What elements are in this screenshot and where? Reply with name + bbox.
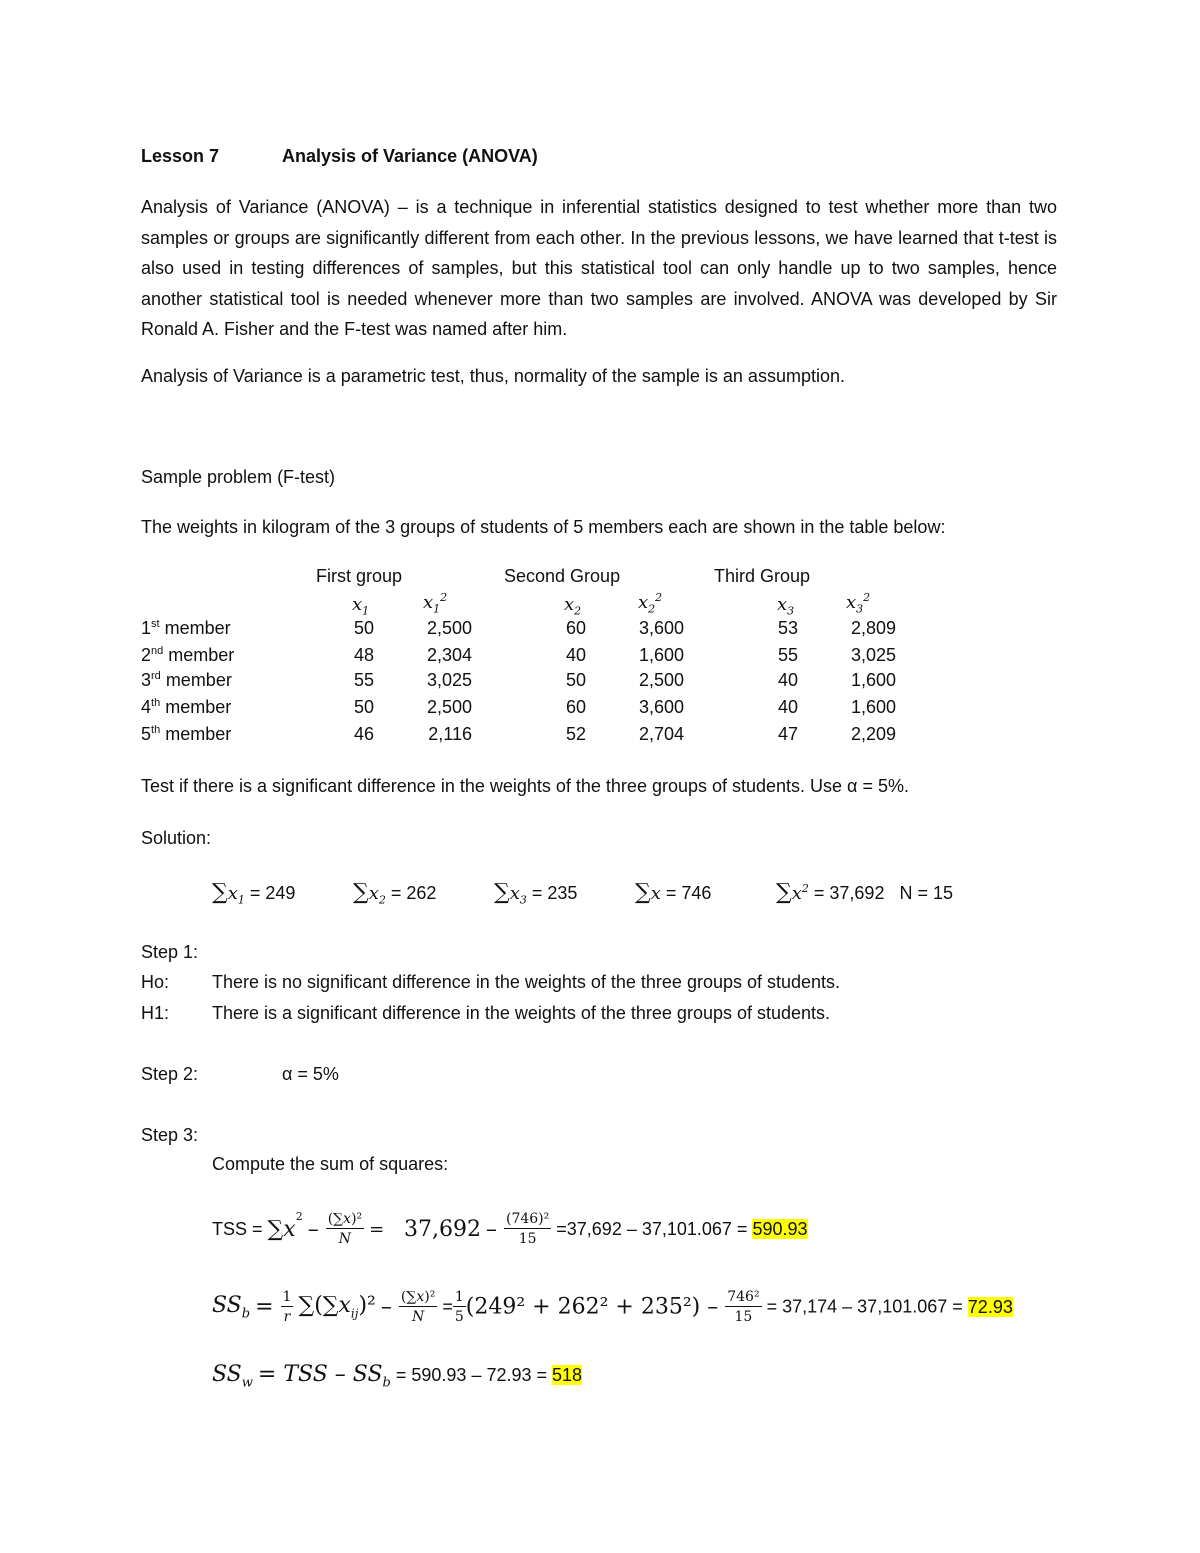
cell: 3,600 <box>638 697 684 717</box>
cell: 3,025 <box>850 645 896 665</box>
step3-label: Step 3: <box>141 1125 199 1145</box>
cell: 2,500 <box>426 697 472 717</box>
intro-paragraph-2: Analysis of Variance is a parametric test, thus, normality of the sample is an assumption. <box>141 366 845 386</box>
cell: 2,116 <box>428 724 472 744</box>
ssb-equation: $SS_b$ = $\frac{1}{r}$ $\sum(\sum x_{ij})^2$ – $\frac{\text{(∑x)²}}{N}$ = $\frac{1}{5}$ (249² + 262² + 235²) – $\frac{\text{746²}}{15}$ = 37,174 – 37,101.067 = 72.93 <box>212 1289 1013 1325</box>
cell: 46 <box>353 724 374 744</box>
cell: 1,600 <box>850 697 896 717</box>
col-x1: $x_1$ <box>352 594 370 618</box>
h1-text: There is a significant difference in the weights of the three groups of students. <box>212 1003 831 1023</box>
cell: 40 <box>565 645 586 665</box>
row-label: 4th member <box>141 697 232 717</box>
step2-label: Step 2: <box>141 1064 199 1084</box>
row-label: 3rd member <box>141 670 232 690</box>
tss-fraction: $\frac{\text{(∑x)²}}{N}$ <box>327 1211 363 1248</box>
sum-x2: $\sum x_2 = 262$ <box>353 880 437 907</box>
cell: 2,500 <box>638 670 684 690</box>
tss-equation: TSS = $\sum x^2$ – $\frac{\text{(∑x)²}}{N}$ = 37,692 – $\frac{\text{(746)²}}{15}$ =37,692 – 37,101.067 = 590.93 <box>212 1210 808 1248</box>
cell: 3,025 <box>426 670 472 690</box>
tss-result: 590.93 <box>752 1218 808 1239</box>
col-x2-squared: $x_2^2$ <box>638 591 663 616</box>
cell: 50 <box>353 618 374 638</box>
sum-x: ∑x = 746 <box>635 880 712 905</box>
cell: 52 <box>565 724 586 744</box>
tss-fraction-2: $\frac{\text{(746)²}}{15}$ <box>505 1211 550 1248</box>
sample-statement: The weights in kilogram of the 3 groups of students of 5 members each are shown in the table below: <box>141 517 946 537</box>
ho-text: There is no significant difference in the weights of the three groups of students. <box>212 972 841 992</box>
row-label: 1st member <box>141 618 231 638</box>
h1-label: H1: <box>141 1003 170 1023</box>
sample-heading: Sample problem (F-test) <box>141 467 336 487</box>
cell: 40 <box>777 670 798 690</box>
page-title: Analysis of Variance (ANOVA) <box>282 146 538 166</box>
cell: 60 <box>565 618 586 638</box>
task-statement: Test if there is a significant difference in the weights of the three groups of students. Use α = 5%. <box>141 776 909 796</box>
cell: 2,304 <box>426 645 472 665</box>
sum-x-squared: $\sum x^2 = 37,692$ N = 15 <box>776 880 954 905</box>
ssw-equation: $SS_w$ = TSS – $SS_b = 590.93 - 72.93 = 518$ <box>212 1362 583 1391</box>
ssw-result: 518 <box>552 1365 583 1385</box>
intro-paragraph: Analysis of Variance (ANOVA) – is a technique in inferential statistics designed to test whether more than two samples or groups are significantly different from each other. In the previous lessons, we have learned that t-test is also used in testing differences of samples, but this statistical tool can only handle up to two samples, hence another statistical tool is needed whenever more than two samples are involved. ANOVA was developed by Sir Ronald A. Fisher and the F-test was named after him. <box>141 197 1057 339</box>
row-label: 2nd member <box>141 645 235 665</box>
cell: 50 <box>565 670 586 690</box>
col-x1-squared: $x_1^2$ <box>423 591 448 616</box>
cell: 40 <box>777 697 798 717</box>
cell: 47 <box>777 724 798 744</box>
alpha-value: α = 5% <box>282 1064 339 1084</box>
solution-label: Solution: <box>141 828 212 848</box>
cell: 2,704 <box>638 724 684 744</box>
sum-x3: $\sum x_3 = 235$ <box>494 880 578 907</box>
cell: 3,600 <box>638 618 684 638</box>
ho-label: Ho: <box>141 972 170 992</box>
step3-intro: Compute the sum of squares: <box>212 1154 449 1174</box>
group-header-1: First group <box>316 566 403 586</box>
lesson-number: Lesson 7 <box>141 146 220 166</box>
col-x2: $x_2$ <box>564 594 582 618</box>
cell: 60 <box>565 697 586 717</box>
row-label: 5th member <box>141 724 232 744</box>
col-x3-squared: $x_3^2$ <box>846 591 871 616</box>
cell: 1,600 <box>638 645 684 665</box>
group-header-3: Third Group <box>714 566 811 586</box>
cell: 55 <box>777 645 798 665</box>
group-header-2: Second Group <box>504 566 621 586</box>
cell: 2,500 <box>426 618 472 638</box>
sum-x1: $\sum x_1 = 249$ <box>212 880 296 907</box>
cell: 55 <box>353 670 374 690</box>
cell: 48 <box>353 645 374 665</box>
ssb-result: 72.93 <box>967 1296 1013 1317</box>
cell: 50 <box>353 697 374 717</box>
cell: 1,600 <box>850 670 896 690</box>
step1-label: Step 1: <box>141 942 199 962</box>
col-x3: $x_3$ <box>777 594 795 618</box>
cell: 2,209 <box>850 724 896 744</box>
cell: 2,809 <box>850 618 896 638</box>
cell: 53 <box>777 618 798 638</box>
